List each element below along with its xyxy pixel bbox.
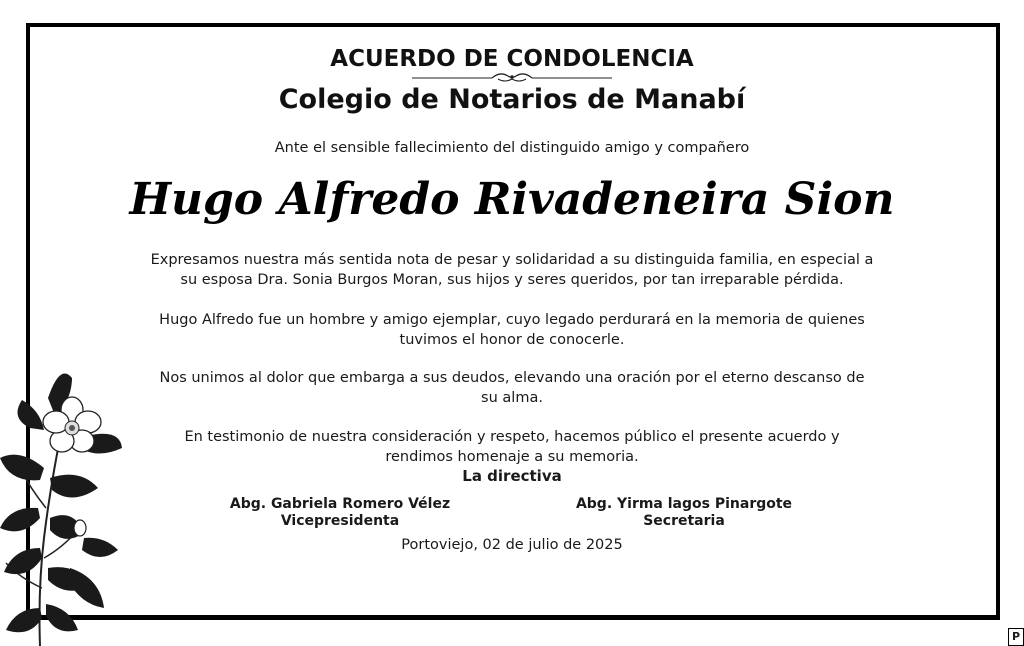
flower-illustration-icon bbox=[0, 358, 130, 646]
signatory-right bbox=[534, 496, 834, 530]
organization-name: Colegio de Notarios de Manabí bbox=[278, 84, 746, 115]
signatory-role: Vicepresidenta bbox=[280, 513, 400, 529]
paragraph-condolence: Expresamos nuestra más sentida nota de pesar y solidaridad a su distinguida familia, en especial a su esposa Dra. Sonia Burgos Moran, sus hijos y seres queridos, por tan irreparable pérdida. bbox=[150, 252, 874, 288]
place-date: Portoviejo, 02 de julio de 2025 bbox=[401, 537, 623, 553]
paragraph-prayer: Nos unimos al dolor que embarga a sus deudos, elevando una oración por el eterno descanso de su alma. bbox=[159, 370, 865, 406]
signatory-name: Abg. Gabriela Romero Vélez bbox=[229, 496, 451, 512]
notice-heading: ACUERDO DE CONDOLENCIA bbox=[330, 46, 694, 72]
deceased-name: Hugo Alfredo Rivadeneira Sion bbox=[129, 174, 895, 225]
frame-shadow-bottom bbox=[30, 616, 1000, 620]
frame-shadow-right bbox=[996, 28, 1000, 620]
paragraph-legacy: Hugo Alfredo fue un hombre y amigo ejemplar, cuyo legado perdurará en la memoria de quienes tuvimos el honor de conocerle. bbox=[159, 312, 865, 348]
board-label: La directiva bbox=[462, 467, 562, 485]
signatory-left bbox=[190, 496, 490, 530]
paragraph-tribute: En testimonio de nuestra consideración y respeto, hacemos público el presente acuerdo y rendimos homenaje a su memoria. bbox=[184, 429, 840, 465]
corner-mark: P bbox=[1008, 628, 1024, 646]
ornament-divider-icon bbox=[412, 70, 612, 84]
intro-text: Ante el sensible fallecimiento del distinguido amigo y compañero bbox=[274, 140, 750, 156]
signatory-name: Abg. Yirma lagos Pinargote bbox=[575, 496, 793, 512]
signatory-role: Secretaria bbox=[643, 513, 725, 529]
